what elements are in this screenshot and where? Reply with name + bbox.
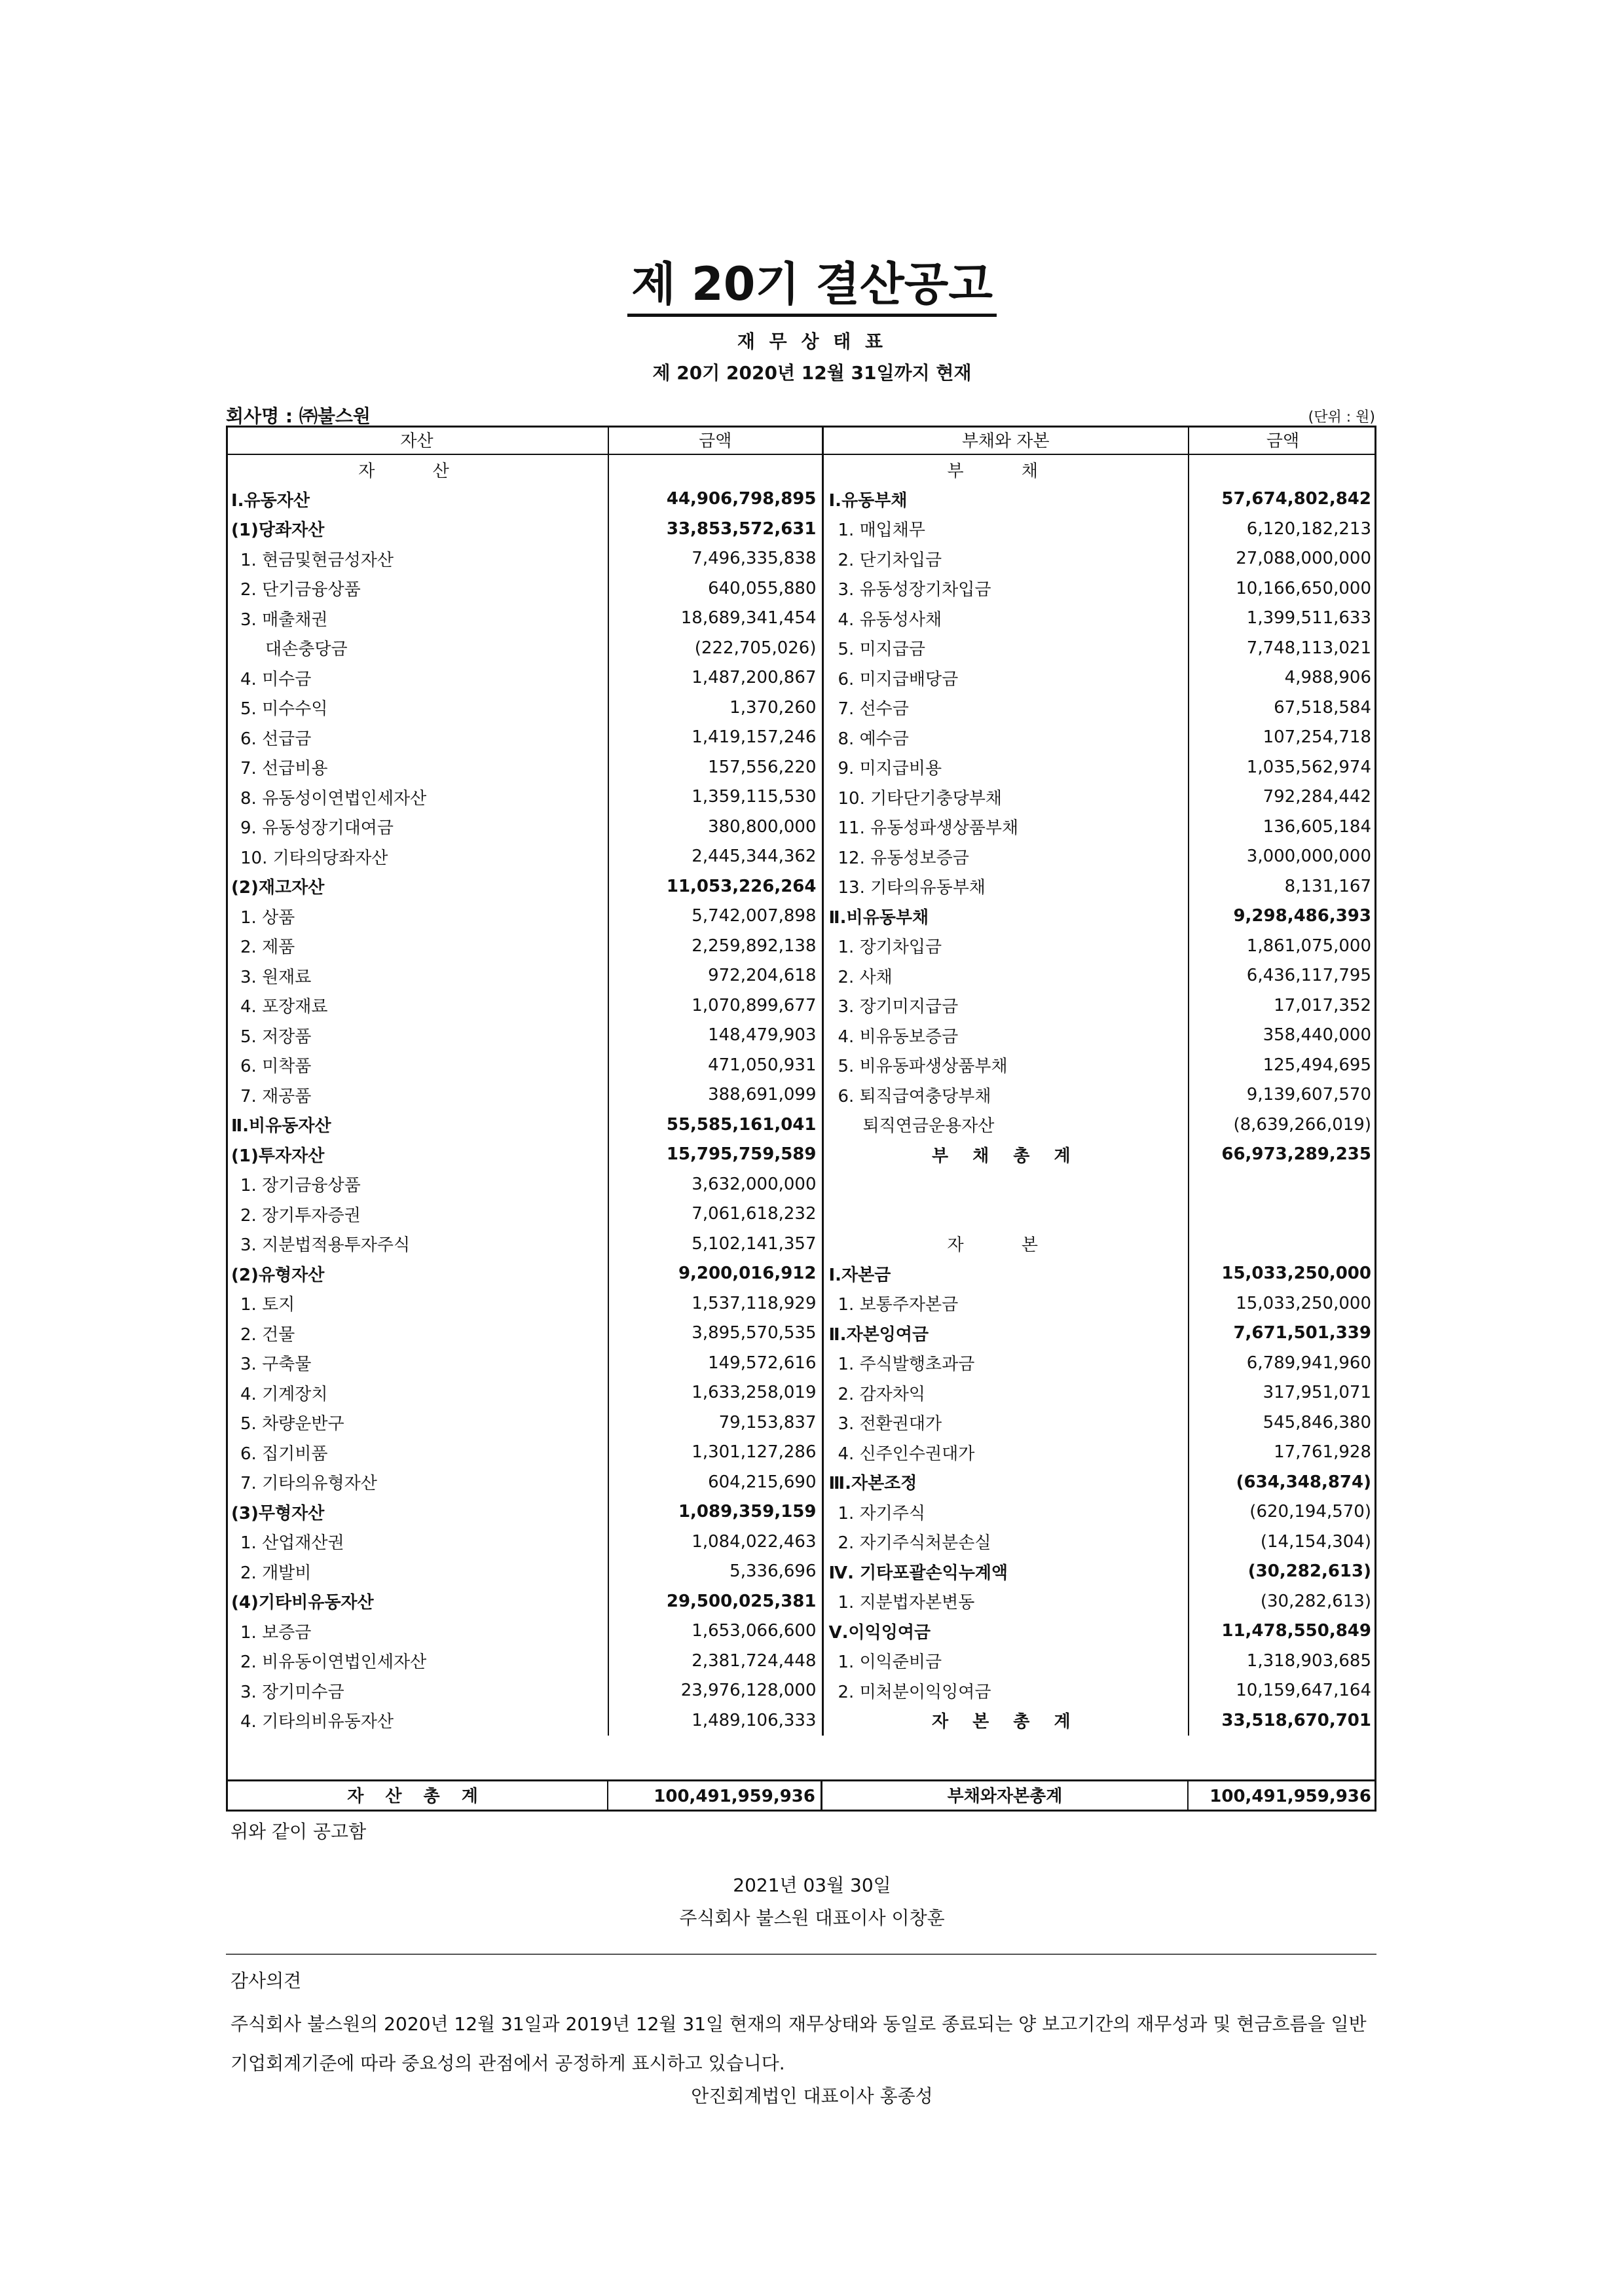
liability-equity-item-amount: 7,748,113,021 <box>1246 638 1371 658</box>
asset-item-amount: 1,633,258,019 <box>608 1378 822 1408</box>
liability-equity-item-label: 1. 지분법자본변동 <box>822 1586 1189 1616</box>
liability-equity-item-amount: 9,139,607,570 <box>1246 1085 1371 1105</box>
table-row <box>226 752 1376 782</box>
asset-item-amount: 55,585,161,041 <box>608 1110 822 1140</box>
asset-item-label: 1. 장기금융상품 <box>226 1169 608 1199</box>
liability-equity-item-label: 6. 퇴직급여충당부채 <box>822 1080 1189 1110</box>
asset-item-amount: 23,976,128,000 <box>608 1676 822 1706</box>
asset-item-label: 3. 매출채권 <box>226 604 608 634</box>
asset-item-amount: 15,795,759,589 <box>608 1140 822 1170</box>
table-row <box>226 1021 1376 1051</box>
asset-item-amount: 5,102,141,357 <box>608 1229 822 1259</box>
table-header-row <box>226 426 1376 454</box>
table-row <box>226 484 1376 515</box>
liability-equity-item-label: 자 본 총 계 <box>822 1705 1189 1736</box>
asset-item-label: 7. 재공품 <box>226 1080 608 1110</box>
table-row <box>226 723 1376 753</box>
asset-item-amount: 388,691,099 <box>608 1080 822 1110</box>
asset-item-amount: 157,556,220 <box>608 752 822 782</box>
asset-item-label: 6. 미착품 <box>226 1050 608 1080</box>
asset-item-label: 2. 개발비 <box>226 1557 608 1587</box>
asset-item-label: 7. 기타의유형자산 <box>226 1467 608 1497</box>
table-row <box>226 574 1376 604</box>
liability-equity-item-label: 자 본 <box>822 1229 1189 1259</box>
liability-equity-item-amount: 33,518,670,701 <box>1221 1710 1371 1730</box>
ceo-signature-line: 주식회사 불스원 대표이사 이창훈 <box>679 1907 945 1929</box>
table-row <box>226 514 1376 544</box>
asset-item-amount: 1,653,066,600 <box>608 1616 822 1647</box>
asset-item-amount: 972,204,618 <box>608 961 822 991</box>
liability-equity-item-label: 부 채 <box>822 454 1189 484</box>
asset-item-amount: 1,089,359,159 <box>608 1497 822 1527</box>
notice-date: 2021년 03월 30일 <box>733 1874 891 1896</box>
table-row <box>226 1080 1376 1110</box>
liability-equity-item-amount: 1,399,511,633 <box>1246 608 1371 629</box>
totals-row <box>226 1779 1376 1812</box>
asset-item-label: 5. 미수수익 <box>226 693 608 723</box>
asset-item-amount: 2,445,344,362 <box>608 842 822 872</box>
asset-item-amount: 7,496,335,838 <box>608 544 822 574</box>
asset-item-amount: 1,489,106,333 <box>608 1705 822 1736</box>
liability-equity-item-label: 1. 자기주식 <box>822 1497 1189 1527</box>
liability-equity-item-label: 2. 자기주식처분손실 <box>822 1527 1189 1557</box>
asset-item-label: 4. 기타의비유동자산 <box>226 1705 608 1736</box>
asset-item-amount: (222,705,026) <box>608 633 822 663</box>
asset-item-label: 3. 구축물 <box>226 1348 608 1378</box>
table-row <box>226 1288 1376 1319</box>
asset-item-label: 1. 보증금 <box>226 1616 608 1647</box>
liability-equity-item-amount: 6,436,117,795 <box>1246 966 1371 986</box>
liability-equity-item-amount: 107,254,718 <box>1263 727 1371 748</box>
liability-equity-item-label: 10. 기타단기충당부채 <box>822 782 1189 812</box>
table-row <box>226 1467 1376 1497</box>
liability-equity-item-amount <box>1189 1229 1376 1259</box>
asset-item-amount: 5,336,696 <box>608 1557 822 1587</box>
asset-item-label: 대손충당금 <box>226 633 608 663</box>
liability-equity-item-label <box>822 1169 1189 1199</box>
liability-equity-item-label: 2. 사채 <box>822 961 1189 991</box>
table-row <box>226 1646 1376 1676</box>
liability-equity-item-amount: (14,154,304) <box>1260 1531 1371 1552</box>
asset-item-label: 1. 현금및현금성자산 <box>226 544 608 574</box>
liability-equity-item-label: 1. 장기차입금 <box>822 931 1189 961</box>
asset-item-amount: 7,061,618,232 <box>608 1199 822 1230</box>
asset-item-label: 3. 원재료 <box>226 961 608 991</box>
liability-equity-item-amount: (30,282,613) <box>1260 1591 1371 1611</box>
asset-item-label: Ⅱ.비유동자산 <box>226 1110 608 1140</box>
liability-equity-item-label: 5. 미지급금 <box>822 633 1189 663</box>
divider <box>226 1954 1376 1955</box>
table-row <box>226 782 1376 812</box>
liability-equity-item-label: 퇴직연금운용자산 <box>822 1110 1189 1140</box>
table-row <box>226 663 1376 693</box>
liability-equity-item-label: Ⅱ.비유동부채 <box>822 902 1189 932</box>
table-row <box>226 1348 1376 1378</box>
table-row <box>226 961 1376 991</box>
table-row <box>226 1378 1376 1408</box>
asset-item-label: 1. 토지 <box>226 1288 608 1319</box>
asset-item-amount: 604,215,690 <box>608 1467 822 1497</box>
asset-item-amount: 1,419,157,246 <box>608 723 822 753</box>
asset-item-amount: 380,800,000 <box>608 812 822 842</box>
liability-equity-item-label: 11. 유동성파생상품부채 <box>822 812 1189 842</box>
header-amount: 금액 <box>1189 426 1376 454</box>
notice-text: 위와 같이 공고함 <box>231 1821 367 1842</box>
asset-item-amount: 471,050,931 <box>608 1050 822 1080</box>
table-body <box>226 454 1376 1736</box>
asset-item-amount <box>608 454 822 484</box>
company-name: 회사명 : ㈜불스원 <box>226 405 371 427</box>
asset-item-label: Ⅰ.유동자산 <box>226 484 608 515</box>
liability-equity-item-amount: 9,298,486,393 <box>1233 906 1371 926</box>
total-assets-value: 100,491,959,936 <box>608 1781 822 1812</box>
asset-item-amount: 640,055,880 <box>608 574 822 604</box>
table-row <box>226 1110 1376 1140</box>
liability-equity-item-amount: 136,605,184 <box>1263 816 1371 837</box>
asset-item-amount: 2,259,892,138 <box>608 931 822 961</box>
liability-equity-item-amount: 4,988,906 <box>1284 668 1371 688</box>
table-row <box>226 1319 1376 1349</box>
asset-item-label: (3)무형자산 <box>226 1497 608 1527</box>
liability-equity-item-label: 2. 단기차입금 <box>822 544 1189 574</box>
liability-equity-item-amount: 1,035,562,974 <box>1246 757 1371 777</box>
table-row <box>226 1616 1376 1647</box>
table-row <box>226 544 1376 574</box>
liability-equity-item-label: 4. 비유동보증금 <box>822 1021 1189 1051</box>
liability-equity-item-label: 3. 유동성장기차입금 <box>822 574 1189 604</box>
table-row <box>226 1676 1376 1706</box>
liability-equity-item-amount: 1,861,075,000 <box>1246 936 1371 956</box>
liability-equity-item-amount: 67,518,584 <box>1274 697 1371 718</box>
liability-equity-item-amount: 17,761,928 <box>1274 1442 1371 1463</box>
asset-item-amount: 3,632,000,000 <box>608 1169 822 1199</box>
asset-item-amount: 1,301,127,286 <box>608 1438 822 1468</box>
liability-equity-item-label: Ⅱ.자본잉여금 <box>822 1319 1189 1349</box>
liability-equity-item-label: 2. 미처분이익잉여금 <box>822 1676 1189 1706</box>
liability-equity-item-label: 1. 이익준비금 <box>822 1646 1189 1676</box>
liability-equity-item-amount: 17,017,352 <box>1274 995 1371 1015</box>
statement-title: 재 무 상 태 표 <box>737 331 887 352</box>
balance-sheet-table <box>226 426 1376 1736</box>
title-text: 제 20기 결산공고 <box>627 257 997 317</box>
liability-equity-item-amount: 317,951,071 <box>1263 1383 1371 1403</box>
asset-item-label: 2. 제품 <box>226 931 608 961</box>
table-row <box>226 812 1376 842</box>
asset-item-amount: 1,070,899,677 <box>608 991 822 1021</box>
liability-equity-item-label: Ⅲ.자본조정 <box>822 1467 1189 1497</box>
statement-period: 제 20기 2020년 12월 31일까지 현재 <box>652 362 972 384</box>
total-liab-equity-label: 부채와자본총계 <box>822 1781 1189 1812</box>
total-assets-label: 자 산 총 계 <box>226 1781 608 1812</box>
table-row <box>226 871 1376 902</box>
asset-item-label: 4. 기계장치 <box>226 1378 608 1408</box>
liability-equity-item-amount: 57,674,802,842 <box>1221 489 1371 509</box>
table-row <box>226 693 1376 723</box>
asset-item-label: 5. 저장품 <box>226 1021 608 1051</box>
table-row <box>226 991 1376 1021</box>
liability-equity-item-amount: 15,033,250,000 <box>1236 1293 1371 1313</box>
table-row <box>226 1259 1376 1289</box>
table-row <box>226 633 1376 663</box>
liability-equity-item-amount: (30,282,613) <box>1247 1561 1371 1582</box>
table-row <box>226 1169 1376 1199</box>
liability-equity-item-amount: 8,131,167 <box>1284 876 1371 896</box>
asset-item-label: 6. 선급금 <box>226 723 608 753</box>
table-row <box>226 1229 1376 1259</box>
auditor-line: 안진회계법인 대표이사 홍종성 <box>691 2085 933 2107</box>
liability-equity-item-label <box>822 1199 1189 1230</box>
asset-item-amount: 5,742,007,898 <box>608 902 822 932</box>
asset-item-label: 1. 산업재산권 <box>226 1527 608 1557</box>
table-row <box>226 1408 1376 1438</box>
asset-item-amount: 1,537,118,929 <box>608 1288 822 1319</box>
liability-equity-item-amount: (620,194,570) <box>1249 1502 1371 1522</box>
asset-item-amount: 79,153,837 <box>608 1408 822 1438</box>
table-row <box>226 1705 1376 1736</box>
liability-equity-item-amount: 545,846,380 <box>1263 1412 1371 1432</box>
table-row <box>226 454 1376 484</box>
liability-equity-item-amount: 6,120,182,213 <box>1246 519 1371 539</box>
liability-equity-item-label: 9. 미지급비용 <box>822 752 1189 782</box>
unit-label: (단위 : 원) <box>1308 409 1375 426</box>
asset-item-label: 2. 건물 <box>226 1319 608 1349</box>
asset-item-label: (1)당좌자산 <box>226 514 608 544</box>
liability-equity-item-amount: 11,478,550,849 <box>1221 1621 1371 1641</box>
liability-equity-item-amount: 15,033,250,000 <box>1221 1264 1371 1284</box>
asset-item-amount: 3,895,570,535 <box>608 1319 822 1349</box>
asset-item-label: 4. 미수금 <box>226 663 608 693</box>
asset-item-amount: 1,370,260 <box>608 693 822 723</box>
asset-item-label: 5. 차량운반구 <box>226 1408 608 1438</box>
liability-equity-item-label: 3. 전환권대가 <box>822 1408 1189 1438</box>
asset-item-label: 2. 장기투자증권 <box>226 1199 608 1230</box>
table-row <box>226 1140 1376 1170</box>
table-row <box>226 1557 1376 1587</box>
liability-equity-item-amount <box>1189 454 1376 484</box>
asset-item-amount: 1,084,022,463 <box>608 1527 822 1557</box>
asset-item-label: 1. 상품 <box>226 902 608 932</box>
table-row <box>226 1438 1376 1468</box>
asset-item-label: 자 산 <box>226 454 608 484</box>
asset-item-amount: 2,381,724,448 <box>608 1646 822 1676</box>
table-row <box>226 1527 1376 1557</box>
liability-equity-item-amount: 792,284,442 <box>1263 787 1371 807</box>
asset-item-label: 8. 유동성이연법인세자산 <box>226 782 608 812</box>
liability-equity-item-label: 1. 매입채무 <box>822 514 1189 544</box>
liability-equity-item-label: 13. 기타의유동부채 <box>822 871 1189 902</box>
liability-equity-item-label: 1. 보통주자본금 <box>822 1288 1189 1319</box>
liability-equity-item-amount: 27,088,000,000 <box>1236 549 1371 569</box>
liability-equity-item-label: 4. 신주인수권대가 <box>822 1438 1189 1468</box>
asset-item-amount: 11,053,226,264 <box>608 871 822 902</box>
asset-item-label: 3. 장기미수금 <box>226 1676 608 1706</box>
table-row <box>226 842 1376 872</box>
asset-item-amount: 18,689,341,454 <box>608 604 822 634</box>
liability-equity-item-amount: 1,318,903,685 <box>1246 1650 1371 1671</box>
liability-equity-item-label: 4. 유동성사채 <box>822 604 1189 634</box>
liability-equity-item-label: Ⅰ.유동부채 <box>822 484 1189 515</box>
table-row <box>226 1199 1376 1230</box>
audit-heading: 감사의견 <box>231 1970 302 1992</box>
asset-item-label: 4. 포장재료 <box>226 991 608 1021</box>
liability-equity-item-amount: 358,440,000 <box>1263 1025 1371 1046</box>
header-assets: 자산 <box>226 426 608 454</box>
audit-opinion-text: 주식회사 불스원의 2020년 12월 31일과 2019년 12월 31일 현재의 재무상태와 동일로 종료되는 양 보고기간의 재무성과 및 현금흐름을 일반 기업회계기준에 따라 중요성의 관점에서 공정하게 표시하고 있습니다. <box>231 2013 1367 2074</box>
liability-equity-item-label: 6. 미지급배당금 <box>822 663 1189 693</box>
asset-item-label: 10. 기타의당좌자산 <box>226 842 608 872</box>
asset-item-amount: 44,906,798,895 <box>608 484 822 515</box>
liability-equity-item-amount <box>1189 1199 1376 1230</box>
liability-equity-item-label: 2. 감자차익 <box>822 1378 1189 1408</box>
liability-equity-item-label: 3. 장기미지급금 <box>822 991 1189 1021</box>
total-liab-equity-value: 100,491,959,936 <box>1209 1787 1371 1806</box>
liability-equity-item-amount: 125,494,695 <box>1263 1055 1371 1075</box>
asset-item-amount: 1,487,200,867 <box>608 663 822 693</box>
table-row <box>226 931 1376 961</box>
asset-item-amount: 149,572,616 <box>608 1348 822 1378</box>
table-row <box>226 1050 1376 1080</box>
liability-equity-item-label: 부 채 총 계 <box>822 1140 1189 1170</box>
table-row <box>226 1497 1376 1527</box>
liability-equity-item-amount: 3,000,000,000 <box>1246 847 1371 867</box>
asset-item-label: 9. 유동성장기대여금 <box>226 812 608 842</box>
asset-item-amount: 1,359,115,530 <box>608 782 822 812</box>
liability-equity-item-amount <box>1189 1169 1376 1199</box>
asset-item-amount: 29,500,025,381 <box>608 1586 822 1616</box>
liability-equity-item-amount: 66,973,289,235 <box>1221 1144 1371 1165</box>
asset-item-amount: 148,479,903 <box>608 1021 822 1051</box>
asset-item-label: 2. 비유동이연법인세자산 <box>226 1646 608 1676</box>
asset-item-label: 7. 선급비용 <box>226 752 608 782</box>
asset-item-label: 3. 지분법적용투자주식 <box>226 1229 608 1259</box>
liability-equity-item-amount: (8,639,266,019) <box>1233 1114 1371 1135</box>
liability-equity-item-label: Ⅰ.자본금 <box>822 1259 1189 1289</box>
liability-equity-item-amount: 10,166,650,000 <box>1236 578 1371 598</box>
document-title <box>0 247 1624 314</box>
liability-equity-item-label: 5. 비유동파생상품부채 <box>822 1050 1189 1080</box>
asset-item-amount: 33,853,572,631 <box>608 514 822 544</box>
header-liabilities-equity: 부채와 자본 <box>822 426 1189 454</box>
liability-equity-item-amount: 7,671,501,339 <box>1233 1323 1371 1343</box>
liability-equity-item-amount: 10,159,647,164 <box>1236 1681 1371 1701</box>
asset-item-label: 2. 단기금융상품 <box>226 574 608 604</box>
asset-item-label: 6. 집기비품 <box>226 1438 608 1468</box>
liability-equity-item-label: 1. 주식발행초과금 <box>822 1348 1189 1378</box>
liability-equity-item-label: Ⅳ. 기타포괄손익누계액 <box>822 1557 1189 1587</box>
liability-equity-item-label: Ⅴ.이익잉여금 <box>822 1616 1189 1647</box>
liability-equity-item-label: 8. 예수금 <box>822 723 1189 753</box>
asset-item-amount: 9,200,016,912 <box>608 1259 822 1289</box>
liability-equity-item-label: 7. 선수금 <box>822 693 1189 723</box>
table-row <box>226 902 1376 932</box>
header-amount: 금액 <box>608 426 822 454</box>
liability-equity-item-label: 12. 유동성보증금 <box>822 842 1189 872</box>
asset-item-label: (1)투자자산 <box>226 1140 608 1170</box>
liability-equity-item-amount: (634,348,874) <box>1236 1472 1371 1492</box>
asset-item-label: (4)기타비유동자산 <box>226 1586 608 1616</box>
asset-item-label: (2)유형자산 <box>226 1259 608 1289</box>
table-row <box>226 1586 1376 1616</box>
asset-item-label: (2)재고자산 <box>226 871 608 902</box>
table-row <box>226 604 1376 634</box>
liability-equity-item-amount: 6,789,941,960 <box>1246 1353 1371 1373</box>
